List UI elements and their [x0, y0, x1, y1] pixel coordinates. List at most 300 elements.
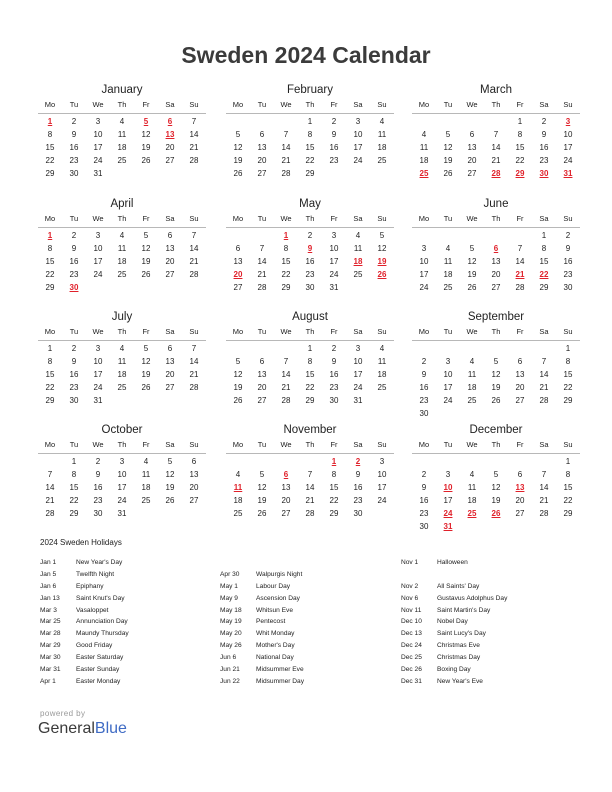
holiday-row	[220, 557, 400, 569]
holiday-name: Saint Lucy's Day	[437, 630, 486, 638]
weekday-header	[412, 439, 580, 451]
holiday-day-cell: 20	[233, 270, 243, 279]
empty-day-cell	[412, 115, 436, 128]
day-cell: 2	[71, 117, 77, 126]
holiday-name: New Year's Day	[76, 559, 123, 566]
day-cell: 4	[469, 470, 475, 479]
day-cell: 8	[71, 470, 77, 479]
day-cell: 29	[45, 396, 55, 405]
day-cell: 6	[259, 357, 265, 366]
weekday-label: Tu	[69, 327, 79, 336]
brand-general: General	[38, 720, 95, 737]
holiday-name: Saint Knut's Day	[76, 594, 125, 602]
weekday-label: Tu	[69, 100, 79, 109]
day-cell: 8	[307, 130, 313, 139]
day-cell: 11	[117, 244, 127, 253]
empty-day-cell	[484, 115, 508, 128]
weekday-label: Th	[305, 214, 315, 223]
day-cell: 27	[257, 169, 267, 178]
day-cell: 16	[305, 257, 315, 266]
day-cell: 18	[419, 156, 429, 165]
holiday-date: Dec 26	[401, 666, 422, 674]
weekday-label: Su	[189, 100, 199, 109]
day-cell: 10	[93, 357, 103, 366]
divider	[38, 453, 206, 454]
holiday-column	[40, 557, 220, 688]
day-cell: 12	[141, 357, 151, 366]
day-cell: 7	[47, 470, 53, 479]
day-cell: 2	[541, 117, 547, 126]
day-cell: 1	[517, 117, 523, 126]
day-cell: 14	[189, 244, 199, 253]
empty-day-cell	[412, 229, 436, 242]
day-cell: 20	[257, 383, 267, 392]
day-cell: 16	[69, 370, 79, 379]
day-cell: 20	[165, 257, 175, 266]
day-cell: 13	[467, 143, 477, 152]
day-cell: 7	[493, 130, 499, 139]
day-cell: 29	[281, 283, 291, 292]
day-cell: 8	[307, 357, 313, 366]
day-cell: 5	[143, 231, 149, 240]
day-cell: 13	[165, 357, 175, 366]
holiday-date: Dec 10	[401, 618, 422, 626]
holiday-date: Jan 6	[40, 582, 57, 590]
day-cell: 10	[353, 130, 363, 139]
weekday-label: We	[92, 214, 104, 223]
day-cell: 20	[491, 270, 501, 279]
divider	[226, 340, 394, 341]
weekday-label: Su	[563, 440, 573, 449]
weekday-label: Th	[117, 440, 127, 449]
holiday-day-cell: 31	[563, 169, 573, 178]
day-cell: 14	[189, 357, 199, 366]
holiday-row	[401, 557, 581, 569]
day-cell: 9	[331, 130, 337, 139]
holiday-name: All Saints' Day	[437, 582, 480, 590]
holiday-date: May 18	[220, 606, 242, 614]
weekday-label: We	[280, 327, 292, 336]
day-cell: 25	[377, 156, 387, 165]
day-cell: 25	[377, 383, 387, 392]
day-cell: 4	[445, 244, 451, 253]
day-cell: 14	[515, 257, 525, 266]
day-cell: 4	[143, 457, 149, 466]
weekday-label: Th	[491, 214, 501, 223]
day-cell: 16	[419, 383, 429, 392]
day-cell: 15	[69, 483, 79, 492]
weekday-header	[226, 326, 394, 338]
weekday-label: Mo	[44, 327, 56, 336]
day-cell: 11	[141, 470, 151, 479]
day-cell: 5	[445, 130, 451, 139]
weekday-label: Mo	[418, 440, 430, 449]
day-cell: 17	[443, 383, 453, 392]
day-cell: 21	[189, 370, 199, 379]
day-cell: 30	[563, 283, 573, 292]
day-cell: 10	[377, 470, 387, 479]
day-cell: 27	[467, 169, 477, 178]
weekday-label: Su	[189, 440, 199, 449]
day-cell: 29	[69, 509, 79, 518]
day-cell: 17	[353, 370, 363, 379]
holiday-name: Christmas Eve	[437, 642, 480, 650]
day-cell: 31	[329, 283, 339, 292]
day-cell: 3	[421, 244, 427, 253]
day-cell: 25	[233, 509, 243, 518]
day-cell: 5	[167, 457, 173, 466]
day-cell: 23	[419, 509, 429, 518]
holidays-title: 2024 Sweden Holidays	[40, 538, 122, 547]
weekday-label: Fr	[330, 327, 338, 336]
day-cell: 11	[377, 130, 387, 139]
day-cell: 1	[565, 344, 571, 353]
weekday-label: We	[280, 100, 292, 109]
day-cell: 3	[445, 357, 451, 366]
holiday-date: May 20	[220, 630, 242, 638]
divider	[226, 453, 394, 454]
day-cell: 28	[189, 383, 199, 392]
empty-day-cell	[508, 342, 532, 355]
day-cell: 17	[93, 370, 103, 379]
day-cell: 3	[119, 457, 125, 466]
day-cell: 15	[563, 483, 573, 492]
day-cell: 5	[143, 344, 149, 353]
weekday-label: Su	[563, 327, 573, 336]
day-cell: 8	[565, 357, 571, 366]
holiday-day-cell: 5	[143, 117, 149, 126]
day-cell: 24	[353, 383, 363, 392]
day-cell: 27	[165, 156, 175, 165]
month-april	[38, 196, 206, 294]
holiday-day-cell: 13	[165, 130, 175, 139]
day-cell: 4	[235, 470, 241, 479]
day-cell: 5	[379, 231, 385, 240]
month-may	[226, 196, 394, 294]
empty-day-cell	[460, 342, 484, 355]
day-cell: 20	[165, 143, 175, 152]
day-cell: 25	[117, 156, 127, 165]
holiday-row	[220, 581, 400, 593]
weekday-label: Th	[491, 327, 501, 336]
day-cell: 23	[419, 396, 429, 405]
day-cell: 19	[141, 143, 151, 152]
day-cell: 31	[93, 396, 103, 405]
holiday-name: Vasaloppet	[76, 606, 109, 614]
holiday-name: Midsummer Day	[256, 677, 304, 685]
day-cell: 14	[45, 483, 55, 492]
day-cell: 17	[117, 483, 127, 492]
holiday-date: Jun 22	[220, 677, 240, 685]
holiday-name: Easter Sunday	[76, 666, 120, 674]
divider	[226, 227, 394, 228]
day-cell: 21	[281, 156, 291, 165]
day-cell: 16	[69, 257, 79, 266]
day-cell: 25	[467, 396, 477, 405]
day-cell: 8	[47, 130, 53, 139]
day-cell: 27	[233, 283, 243, 292]
day-cell: 7	[191, 231, 197, 240]
weekday-header	[38, 213, 206, 225]
day-cell: 25	[443, 283, 453, 292]
day-cell: 16	[329, 370, 339, 379]
day-cell: 7	[307, 470, 313, 479]
day-cell: 22	[45, 156, 55, 165]
month-february	[226, 82, 394, 180]
weekday-label: Su	[377, 327, 387, 336]
month-name: August	[292, 311, 328, 323]
day-cell: 12	[233, 143, 243, 152]
day-cell: 9	[71, 130, 77, 139]
holiday-row	[401, 616, 581, 628]
day-cell: 29	[563, 396, 573, 405]
holiday-row	[401, 640, 581, 652]
weekday-label: Fr	[142, 214, 150, 223]
empty-day-cell	[250, 455, 274, 468]
day-cell: 19	[257, 496, 267, 505]
day-cell: 16	[329, 143, 339, 152]
day-cell: 13	[189, 470, 199, 479]
day-cell: 22	[563, 383, 573, 392]
holiday-date: May 19	[220, 618, 242, 626]
day-cell: 19	[491, 383, 501, 392]
day-cell: 13	[257, 143, 267, 152]
empty-day-cell	[412, 455, 436, 468]
holiday-date: Mar 30	[40, 654, 61, 662]
day-cell: 30	[69, 396, 79, 405]
day-cell: 16	[353, 483, 363, 492]
day-cell: 8	[47, 357, 53, 366]
day-cell: 17	[329, 257, 339, 266]
empty-day-cell	[436, 229, 460, 242]
day-cell: 6	[517, 357, 523, 366]
day-cell: 21	[281, 383, 291, 392]
weekday-label: We	[92, 440, 104, 449]
day-cell: 13	[515, 370, 525, 379]
weekday-label: Sa	[353, 214, 363, 223]
holiday-day-cell: 11	[233, 483, 243, 492]
day-cell: 11	[117, 130, 127, 139]
brand-blue: Blue	[94, 720, 127, 737]
day-cell: 14	[491, 143, 501, 152]
weekday-label: Su	[189, 327, 199, 336]
day-cell: 8	[283, 244, 289, 253]
day-cell: 16	[93, 483, 103, 492]
month-name: December	[469, 424, 523, 436]
holiday-name: Epiphany	[76, 582, 104, 590]
month-march	[412, 82, 580, 180]
empty-day-cell	[436, 115, 460, 128]
holiday-name: Twelfth Night	[76, 570, 115, 578]
weekday-label: Sa	[165, 214, 175, 223]
day-cell: 17	[377, 483, 387, 492]
day-cell: 5	[493, 357, 499, 366]
weekday-label: Fr	[330, 100, 338, 109]
holiday-row	[40, 557, 220, 569]
holiday-day-cell: 10	[443, 483, 453, 492]
weekday-label: Th	[305, 440, 315, 449]
day-cell: 30	[419, 409, 429, 418]
day-cell: 10	[117, 470, 127, 479]
weekday-label: Fr	[142, 327, 150, 336]
day-cell: 24	[329, 270, 339, 279]
day-cell: 12	[491, 370, 501, 379]
holiday-name: Ascension Day	[256, 594, 300, 602]
day-cell: 11	[353, 244, 363, 253]
holiday-name: Pentecost	[256, 618, 286, 626]
day-cell: 4	[119, 231, 125, 240]
day-grid	[412, 115, 580, 180]
day-cell: 8	[331, 470, 337, 479]
day-cell: 28	[257, 283, 267, 292]
holiday-day-cell: 9	[307, 244, 313, 253]
day-cell: 19	[141, 257, 151, 266]
day-cell: 14	[257, 257, 267, 266]
day-cell: 20	[165, 370, 175, 379]
holiday-row	[40, 628, 220, 640]
day-cell: 22	[45, 383, 55, 392]
divider	[412, 453, 580, 454]
day-cell: 4	[379, 344, 385, 353]
weekday-label: Mo	[232, 327, 244, 336]
day-cell: 22	[281, 270, 291, 279]
day-grid	[38, 455, 206, 520]
holiday-row	[220, 640, 400, 652]
day-cell: 26	[141, 156, 151, 165]
day-cell: 2	[331, 117, 337, 126]
day-cell: 3	[379, 457, 385, 466]
weekday-header	[226, 439, 394, 451]
day-cell: 2	[95, 457, 101, 466]
day-cell: 23	[69, 383, 79, 392]
holiday-row	[401, 676, 581, 688]
holiday-date: Mar 31	[40, 666, 61, 674]
holiday-name: Labour Day	[256, 582, 291, 590]
day-cell: 25	[141, 496, 151, 505]
empty-day-cell	[436, 455, 460, 468]
holiday-date: Nov 6	[401, 594, 419, 602]
empty-day-cell	[532, 455, 556, 468]
weekday-label: We	[466, 440, 478, 449]
day-cell: 3	[95, 344, 101, 353]
empty-day-cell	[38, 455, 62, 468]
holiday-date: Jan 5	[40, 570, 57, 578]
day-cell: 28	[45, 509, 55, 518]
day-cell: 19	[141, 370, 151, 379]
day-cell: 28	[539, 509, 549, 518]
weekday-label: Mo	[418, 100, 430, 109]
holiday-row	[220, 652, 400, 664]
day-cell: 12	[257, 483, 267, 492]
holiday-name: Annunciation Day	[76, 618, 128, 626]
holiday-date: Mar 3	[40, 606, 57, 614]
day-cell: 13	[165, 244, 175, 253]
weekday-label: Th	[305, 100, 315, 109]
holiday-day-cell: 29	[515, 169, 525, 178]
weekday-label: Th	[117, 100, 127, 109]
day-cell: 15	[515, 143, 525, 152]
holiday-row	[40, 569, 220, 581]
holiday-day-cell: 24	[443, 509, 453, 518]
weekday-label: Su	[189, 214, 199, 223]
weekday-label: Th	[491, 440, 501, 449]
day-cell: 5	[235, 130, 241, 139]
weekday-label: Mo	[232, 440, 244, 449]
empty-day-cell	[226, 455, 250, 468]
holiday-name: Whitsun Eve	[256, 606, 294, 614]
empty-day-cell	[532, 342, 556, 355]
month-name: July	[111, 311, 133, 323]
holiday-day-cell: 1	[331, 457, 337, 466]
day-cell: 28	[539, 396, 549, 405]
day-cell: 20	[515, 496, 525, 505]
day-cell: 24	[563, 156, 573, 165]
holiday-row	[40, 640, 220, 652]
weekday-label: Sa	[165, 327, 175, 336]
day-cell: 27	[491, 283, 501, 292]
holiday-name	[256, 557, 400, 569]
holiday-day-cell: 2	[355, 457, 361, 466]
weekday-label: Mo	[232, 214, 244, 223]
day-cell: 1	[307, 117, 313, 126]
day-cell: 26	[233, 169, 243, 178]
day-cell: 9	[355, 470, 361, 479]
day-cell: 15	[305, 143, 315, 152]
day-cell: 24	[419, 283, 429, 292]
day-cell: 3	[355, 117, 361, 126]
day-cell: 28	[189, 270, 199, 279]
day-cell: 9	[541, 130, 547, 139]
holiday-date: Dec 25	[401, 654, 422, 662]
day-cell: 17	[443, 496, 453, 505]
day-cell: 6	[469, 130, 475, 139]
day-cell: 14	[539, 370, 549, 379]
empty-day-cell	[250, 342, 274, 355]
day-cell: 3	[95, 117, 101, 126]
holiday-day-cell: 30	[69, 283, 79, 292]
day-cell: 21	[45, 496, 55, 505]
month-october	[38, 422, 206, 520]
weekday-header	[412, 213, 580, 225]
day-cell: 30	[419, 522, 429, 531]
weekday-label: Tu	[257, 440, 267, 449]
day-cell: 1	[307, 344, 313, 353]
weekday-label: Fr	[142, 100, 150, 109]
day-cell: 29	[539, 283, 549, 292]
day-cell: 29	[563, 509, 573, 518]
day-cell: 29	[45, 283, 55, 292]
holiday-date: Nov 11	[401, 606, 422, 614]
weekday-label: Sa	[539, 327, 549, 336]
holiday-column	[401, 557, 581, 688]
day-cell: 11	[117, 357, 127, 366]
divider	[38, 340, 206, 341]
day-cell: 22	[69, 496, 79, 505]
month-november	[226, 422, 394, 520]
weekday-label: Fr	[516, 100, 524, 109]
day-cell: 27	[165, 383, 175, 392]
divider	[38, 227, 206, 228]
brand-logo[interactable]	[38, 720, 127, 738]
weekday-header	[412, 326, 580, 338]
day-cell: 14	[281, 370, 291, 379]
holiday-row	[220, 605, 400, 617]
day-cell: 11	[467, 370, 477, 379]
divider	[412, 227, 580, 228]
day-cell: 6	[235, 244, 241, 253]
day-grid	[38, 229, 206, 294]
day-cell: 22	[329, 496, 339, 505]
